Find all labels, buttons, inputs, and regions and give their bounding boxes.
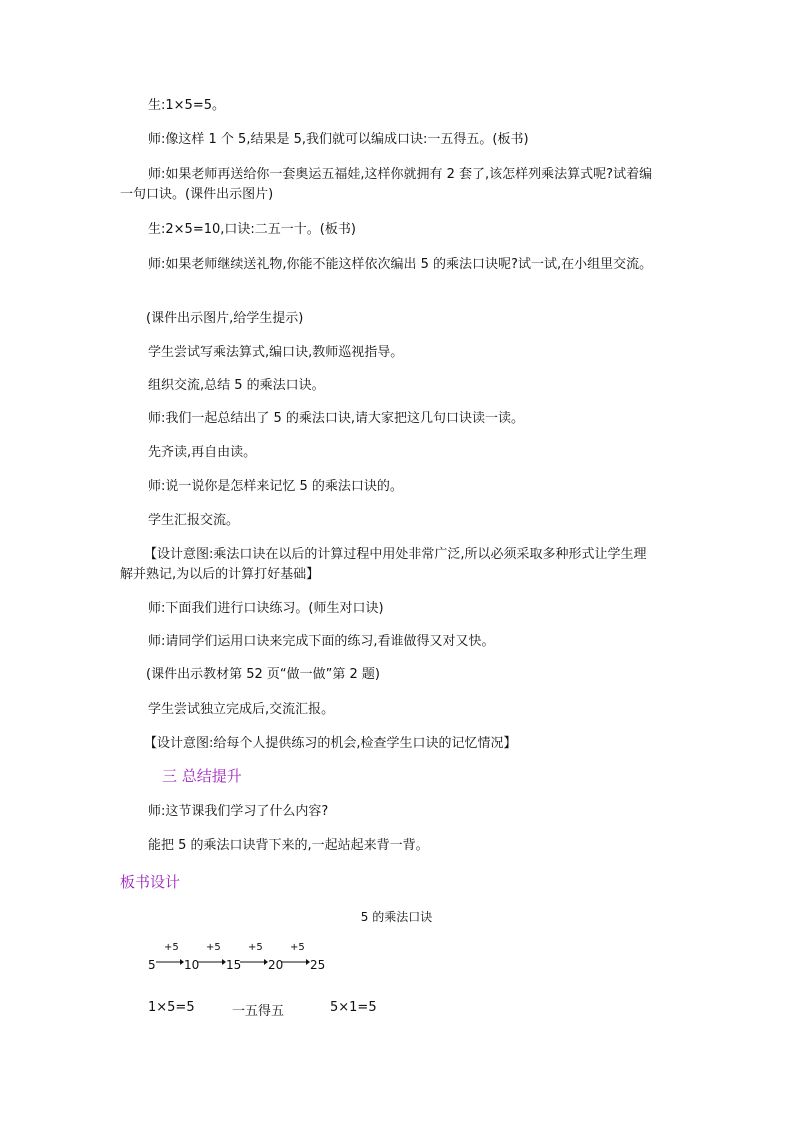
- chain-number: 10: [184, 958, 200, 972]
- activity-line-5: 学生尝试独立完成后,交流汇报。: [148, 702, 335, 717]
- teacher-line-1: 师:像这样 1 个 5,结果是 5,我们就可以编成口诀:一五得五。(板书): [148, 132, 529, 147]
- teacher-line-8: 师:这节课我们学习了什么内容?: [148, 804, 329, 819]
- chain-number: 20: [268, 958, 284, 972]
- multiples-chain: [148, 944, 408, 974]
- formula-right: 5×1=5: [330, 1000, 377, 1015]
- board-title: 5 的乘法口诀: [360, 910, 433, 924]
- teacher-line-3: 师:如果老师继续送礼物,你能不能这样依次编出 5 的乘法口诀呢?试一试,在小组里交流。: [148, 257, 653, 272]
- arrow-right-icon: [282, 956, 310, 968]
- arrow-label: +5: [164, 942, 179, 953]
- arrow-label: +5: [206, 942, 221, 953]
- design-intent-1: 【设计意图:乘法口诀在以后的计算过程中用处非常广泛,所以必须采取多种形式让学生理解并熟记,为以后的计算打好基础】: [120, 547, 647, 582]
- teacher-line-4: 师:我们一起总结出了 5 的乘法口诀,请大家把这几句口诀读一读。: [148, 411, 525, 426]
- formula-left: 1×5=5: [148, 1000, 195, 1015]
- design-intent-2: 【设计意图:给每个人提供练习的机会,检查学生口诀的记忆情况】: [144, 736, 517, 751]
- section-heading-summary: 三 总结提升: [162, 767, 242, 785]
- arrow-right-icon: [240, 956, 268, 968]
- courseware-note-1: (课件出示图片,给学生提示): [146, 311, 304, 326]
- arrow-label: +5: [290, 942, 305, 953]
- student-answer-2: 生:2×5=10,口诀:二五一十。(板书): [148, 222, 356, 237]
- board-design-heading: 板书设计: [120, 873, 181, 891]
- activity-line-3: 先齐读,再自由读。: [148, 445, 257, 460]
- teacher-line-6: 师:下面我们进行口诀练习。(师生对口诀): [148, 601, 384, 616]
- student-answer-1: 生:1×5=5。: [148, 98, 225, 113]
- activity-line-4: 学生汇报交流。: [148, 513, 240, 528]
- chain-number: 5: [148, 958, 156, 972]
- teacher-line-5: 师:说一说你是怎样来记忆 5 的乘法口诀的。: [148, 479, 403, 494]
- chain-number: 25: [310, 958, 326, 972]
- teacher-line-2: 师:如果老师再送给你一套奥运五福娃,这样你就拥有 2 套了,该怎样列乘法算式呢?试着编一句口诀。(课件出示图片): [120, 167, 653, 202]
- courseware-note-2: (课件出示教材第 52 页“做一做”第 2 题): [146, 667, 380, 682]
- formula-middle: 一五得五: [232, 1004, 285, 1019]
- arrow-right-icon: [156, 956, 184, 968]
- chain-number: 15: [226, 958, 242, 972]
- arrow-label: +5: [248, 942, 263, 953]
- activity-line-1: 学生尝试写乘法算式,编口诀,教师巡视指导。: [148, 345, 404, 360]
- teacher-line-7: 师:请同学们运用口诀来完成下面的练习,看谁做得又对又快。: [148, 634, 495, 649]
- arrow-right-icon: [198, 956, 226, 968]
- closing-line: 能把 5 的乘法口诀背下来的,一起站起来背一背。: [148, 838, 429, 853]
- activity-line-2: 组织交流,总结 5 的乘法口诀。: [148, 378, 325, 393]
